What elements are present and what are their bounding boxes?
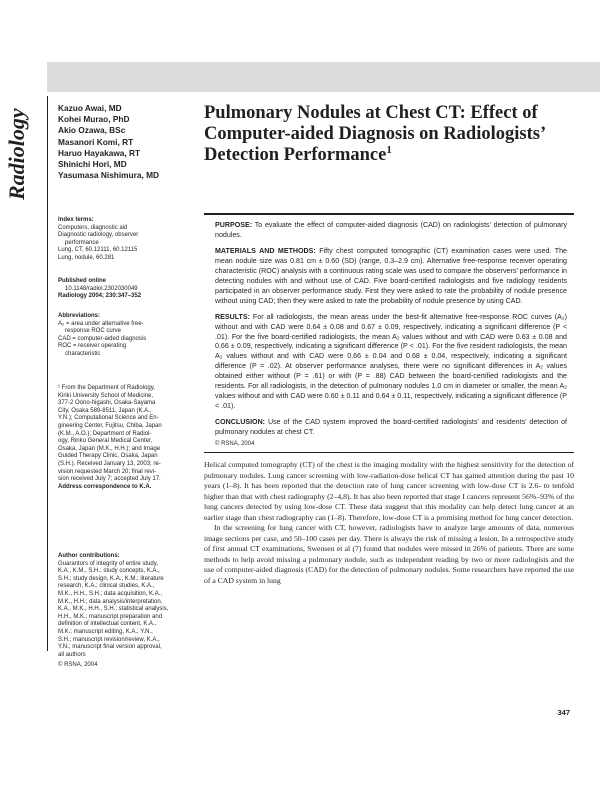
affiliation-line: Guided Therapy Clinic, Osaka, Japan	[58, 453, 158, 460]
affiliation-line: ogy, Rinku General Medical Center,	[58, 438, 153, 445]
doi: 10.1148/radiol.2302030049	[65, 285, 138, 292]
contribution-line: all authors	[58, 651, 86, 658]
abstract-purpose	[215, 221, 567, 241]
journal-name: Radiology	[4, 108, 29, 200]
author-list	[58, 103, 198, 181]
author: Kazuo Awai, MD	[58, 103, 122, 113]
author: Shinichi Hori, MD	[58, 159, 127, 170]
abstract-rule	[204, 213, 574, 215]
contribution-line: M.K., H.H.; data analysis/interpretation,	[58, 598, 163, 605]
contribution-line: M.K.; manuscript editing, K.A., Y.N.,	[58, 628, 153, 635]
contribution-line: Y.N.; manuscript final version approval,	[58, 644, 162, 651]
contributions-heading: Author contributions:	[58, 553, 120, 559]
affiliation-line: sion received July 7; accepted July 17.	[58, 476, 161, 483]
conclusion-text: Use of the CAD system improved the board-certified radiologists’ and residents’ detection of pulmonary nodules at chest CT.	[215, 418, 567, 437]
abbreviations-heading: Abbreviations:	[58, 313, 101, 319]
contribution-line: M.K., H.H., S.H.; data acquisition, K.A.,	[58, 590, 163, 597]
abstract-conclusion	[215, 418, 567, 438]
contribution-line: S.H.; manuscript revision/review, K.A.,	[58, 636, 160, 643]
conclusion-label: CONCLUSION:	[215, 418, 266, 427]
contribution-line: K.A., K.M., S.H.; study concepts, K.A.,	[58, 568, 160, 575]
methods-text: Fifty chest computed tomographic (CT) examination cases were used. The mean nodule size was 0.81 cm ± 0.60 (SD) (range, 0.3–2.9 cm). Alternative free-response receiver operating characteristic (ROC) analysis with a continuous rating scale was used to compare the observers’ performance in detecting nodules with and without use of CAD. Five board-certified radiologists and five radiology residents participated in an observer performance study. First they were asked to rate the probability of nodule presence without using CAD; then they were asked to rate the probability of nodule presence by using CAD.	[215, 246, 567, 305]
body-paragraph: In the screening for lung cancer with CT, however, radiologists have to analyze large amounts of data, numerous image sections per case, and 50–100 cases per day. There is always the risk of missing a lesion. In a retrospective study of first annual CT examinations, Swensen et al (7) found that nodules were missed in 26% of patients. There are some methods to help avoid missing a pulmonary nodule, such as independent reading by two or more radiologists and the use of computer-aided diagnosis (CAD) for the detection of pulmonary nodules. Some researchers have reported the use of a CAD system in lung	[204, 523, 574, 585]
affiliation-line: Osaka, Japan (M.K., H.H.); and Image	[58, 445, 161, 452]
author-contributions	[58, 553, 200, 670]
index-term: Computers, diagnostic aid	[58, 224, 128, 231]
index-term: Diagnostic radiology, observer	[58, 232, 139, 239]
contributions-copyright: © RSNA, 2004	[58, 662, 98, 669]
citation: Radiology 2004; 230:347–352	[58, 293, 142, 300]
contribution-line: research, K.A.; clinical studies, K.A.,	[58, 583, 155, 590]
published-info	[58, 278, 200, 301]
body-rule	[204, 452, 574, 453]
affiliation-line: vision requested March 20; final revi-	[58, 468, 157, 475]
index-term: performance	[65, 239, 99, 246]
methods-label: MATERIALS AND METHODS:	[215, 246, 316, 255]
abbreviation-line: ROC = receiver operating	[58, 343, 127, 350]
contribution-line: definition of intellectual content, K.A.,	[58, 621, 157, 628]
abstract-methods	[215, 247, 567, 307]
abstract-copyright: © RSNA, 2004	[215, 441, 255, 448]
purpose-text: To evaluate the effect of computer-aided diagnosis (CAD) on radiologists’ detection of pulmonary nodules.	[215, 221, 567, 239]
author: Masanori Komi, RT	[58, 136, 134, 147]
abbreviations	[58, 313, 200, 359]
body-text	[204, 460, 574, 586]
abbreviation-line: CAD = computer-aided diagnosis	[58, 335, 147, 342]
author: Akio Ozawa, BSc	[58, 125, 126, 136]
contribution-line: S.H.; study design, K.A., K.M.; literature	[58, 575, 164, 582]
affiliation-line: gineering Center, Fujitsu, Chiba, Japan	[58, 422, 162, 429]
author: Haruo Hayakawa, RT	[58, 147, 141, 158]
contribution-line: H.H., M.K.; manuscript preparation and	[58, 613, 163, 620]
affiliation-line: City, Osaka 589-8511, Japan (K.A.,	[58, 407, 152, 414]
affiliation-line: (S.H.). Received January 13, 2003; re-	[58, 460, 161, 467]
index-term: Lung, CT, 60.12111, 60.12115	[58, 247, 138, 254]
article-title-text: Pulmonary Nodules at Chest CT: Effect of Computer-aided Diagnosis on Radiologists’ Detection Performance	[204, 103, 545, 165]
author: Kohei Murao, PhD	[58, 114, 130, 125]
author: Yasumasa Nishimura, MD	[58, 170, 159, 181]
affiliation-line: Kiriki University School of Medicine,	[58, 392, 154, 399]
title-footnote-marker: 1	[386, 143, 392, 156]
affiliation-line: Y.N.); Computational Science and En-	[58, 415, 159, 422]
abstract	[215, 221, 567, 456]
purpose-label: PURPOSE:	[215, 221, 253, 229]
correspondence: Address correspondence to K.A.	[58, 483, 152, 490]
contribution-line: K.A., M.K., H.H., S.H.; statistical analysis,	[58, 606, 169, 613]
results-text: For all radiologists, the mean areas under the best-fit alternative free-response ROC curves (A₂) without and with CAD were 0.64 ± 0.08 and 0.67 ± 0.09, respectively, indicating a significant difference (P < .01). For the five board-certified radiologists, the mean A₂ values without and with CAD were 0.63 ± 0.08 and 0.66 ± 0.09, respectively, indicating a significant difference (P < .01). For the five resident radiologists, the mean A₂ values without and with CAD were 0.66 ± 0.04 and 0.68 ± 0.04, respectively, indicating a significant difference (P = .02). At observer performance analyses, there were no significant differences in A₂ values obtained either without (P = .61) or with (P = .88) CAD between the board-certified radiologists and the residents. For all radiologists, in the detection of pulmonary nodules 1.0 cm in diameter or smaller, the mean A₂ values without and with CAD were 0.60 ± 0.11 and 0.64 ± 0.11, respectively, indicating a significant difference (P < .01).	[215, 312, 567, 411]
page-number: 347	[557, 708, 570, 717]
sidebar-rule	[47, 96, 48, 651]
affiliation-line: 377-2 Oono-higashi, Osaka-Sayama	[58, 400, 156, 407]
affiliation-line: (K.M., A.O.); Department of Radiol-	[58, 430, 152, 437]
index-terms-heading: Index terms:	[58, 217, 94, 223]
published-heading: Published online	[58, 278, 107, 284]
index-term: Lung, nodule, 60.281	[58, 254, 115, 261]
abbreviation-line: A₂ = area under alternative free-	[58, 320, 144, 327]
body-paragraph: Helical computed tomography (CT) of the chest is the imaging modality with the highest sensitivity for the detection of pulmonary nodules. Lung cancer screening with low-radiation-dose helical CT has gained attention during the past 10 years (1–8). It has been reported that the detection rate of lung cancer screening with low-dose CT is 2.6- to tenfold higher than that with chest radiography (2–4,8). It has also been reported that stage I cancers represent 56%–93% of the lung cancers detected by using low-dose CT. These data suggest that this modality can help detect lung cancer at an earlier stage than chest radiography can (1–8). Therefore, low-dose CT is a promising method for lung cancer detection.	[204, 460, 574, 522]
index-terms	[58, 217, 200, 263]
article-title	[204, 103, 564, 166]
header-band	[47, 62, 600, 92]
abbreviation-line: response ROC curve	[65, 328, 122, 335]
affiliation	[58, 385, 200, 491]
results-label: RESULTS:	[215, 312, 250, 321]
abstract-results	[215, 313, 567, 413]
contribution-line: Guarantors of integrity of entire study,	[58, 560, 158, 567]
affiliation-line: ¹ From the Department of Radiology,	[58, 385, 155, 391]
abbreviation-line: characteristic	[65, 350, 101, 357]
